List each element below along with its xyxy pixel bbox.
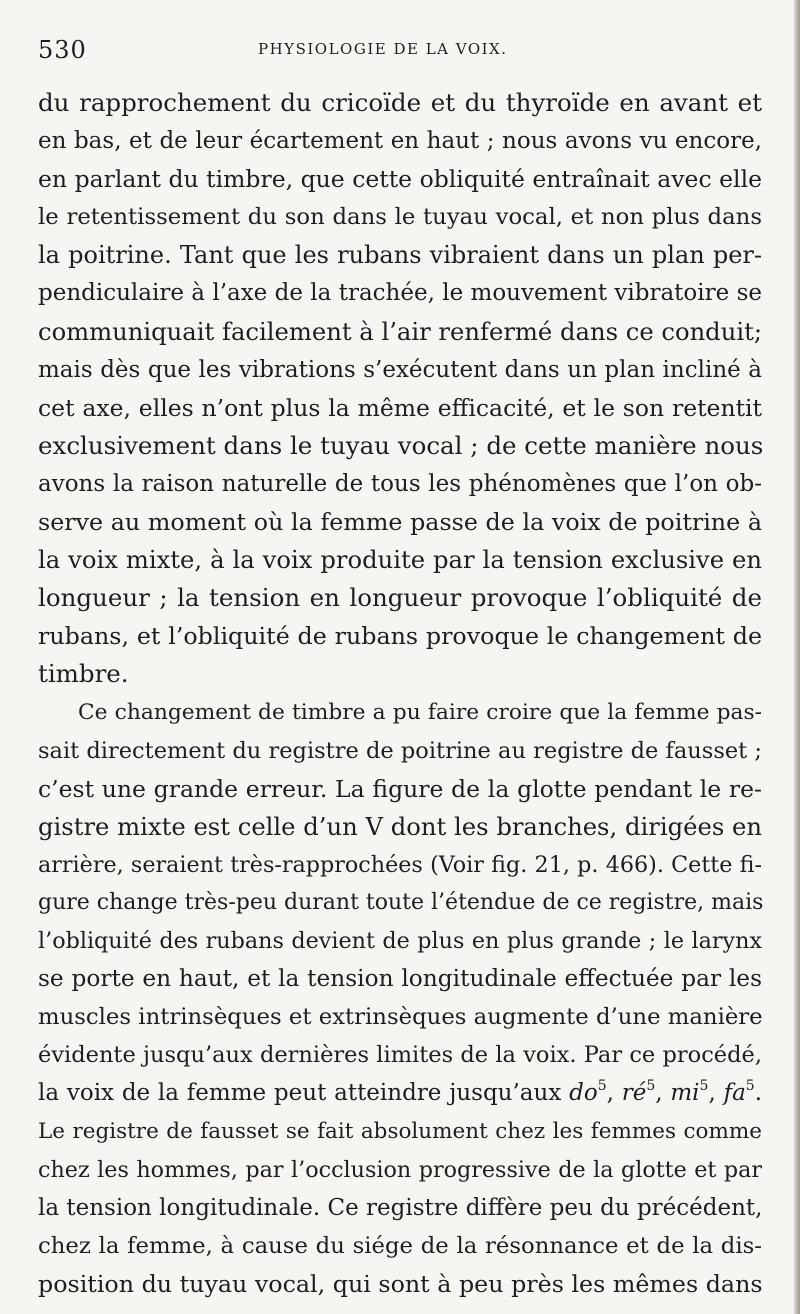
running-head xyxy=(38,36,758,70)
separator: , xyxy=(655,1080,671,1107)
text-line: timbre. xyxy=(38,659,129,689)
line-text: la voix de la femme peut atteindre jusqu’aux xyxy=(38,1080,562,1107)
text-line: exclusivement dans le tuyau vocal ; de cette manière nous xyxy=(38,430,764,460)
text-line: du rapprochement du cricoïde et du thyroïde en avant et xyxy=(38,88,762,117)
text-line: en parlant du timbre, que cette obliquité entraînait avec elle xyxy=(38,165,762,194)
text-line: se porte en haut, et la tension longitudinale effectuée par les xyxy=(38,965,762,993)
text-line: gure change très-peu durant toute l’étendue de ce registre, mais xyxy=(38,889,764,915)
text-line: sait directement du registre de poitrine au registre de fausset ; xyxy=(38,737,762,764)
separator: , xyxy=(606,1080,622,1107)
text-line: la tension longitudinale. Ce registre diffère peu du précédent, xyxy=(38,1194,763,1221)
text-line: longueur ; la tension en longueur provoque l’obliquité de xyxy=(38,583,762,613)
text-line: arrière, seraient très-rapprochées (Voir fig. 21, p. 466). Cette fi- xyxy=(38,851,762,878)
text-line: position du tuyau vocal, qui sont à peu près les mêmes dans xyxy=(38,1269,763,1298)
text-line: c’est une grande erreur. La figure de la glotte pendant le re- xyxy=(38,774,762,803)
note-mi: mi xyxy=(670,1080,700,1107)
text-line: cet axe, elles n’ont plus la même efficacité, et le son retentit xyxy=(38,393,762,422)
octave-superscript: 5 xyxy=(745,1078,755,1095)
text-line-with-notes xyxy=(38,1074,762,1112)
text-line: évidente jusqu’aux dernières limites de la voix. Par ce procédé, xyxy=(38,1042,762,1069)
running-title: PHYSIOLOGIE DE LA VOIX. xyxy=(258,40,508,58)
page-edge-shadow xyxy=(794,0,800,1314)
line-end-period: . xyxy=(754,1080,763,1107)
text-line: serve au moment où la femme passe de la voix de poitrine à xyxy=(38,508,762,537)
body-text xyxy=(38,84,762,1303)
text-line: le retentissement du son dans le tuyau vocal, et non plus dans xyxy=(38,204,762,231)
note-fa: fa xyxy=(723,1080,746,1107)
text-line: la poitrine. Tant que les rubans vibraient dans un plan per- xyxy=(38,241,762,270)
paragraph-first-line: Ce changement de timbre a pu faire croire que la femme pas- xyxy=(78,699,762,725)
octave-superscript: 5 xyxy=(699,1078,709,1095)
text-line: la voix mixte, à la voix produite par la tension exclusive en xyxy=(38,545,762,575)
text-line: avons la raison naturelle de tous les phénomènes que l’on ob- xyxy=(38,470,762,497)
text-line: en bas, et de leur écartement en haut ; nous avons vu encore, xyxy=(38,128,762,155)
separator: , xyxy=(708,1080,724,1107)
note-do: do xyxy=(569,1080,598,1107)
page-number: 530 xyxy=(38,36,87,64)
text-line: chez les hommes, par l’occlusion progressive de la glotte et par xyxy=(38,1156,762,1183)
note-re: ré xyxy=(621,1080,647,1107)
text-line: mais dès que les vibrations s’exécutent dans un plan incliné à xyxy=(38,356,762,383)
text-line: communiquait facilement à l’air renfermé dans ce conduit; xyxy=(38,316,762,346)
text-line: pendiculaire à l’axe de la trachée, le mouvement vibratoire se xyxy=(38,280,762,307)
text-line: gistre mixte est celle d’un V dont les branches, dirigées en xyxy=(38,811,762,841)
text-line: chez la femme, à cause du siége de la résonnance et de la dis- xyxy=(38,1232,762,1259)
octave-superscript: 5 xyxy=(597,1078,607,1095)
text-line: l’obliquité des rubans devient de plus en plus grande ; le larynx xyxy=(38,928,762,955)
text-line: rubans, et l’obliquité de rubans provoque le changement de xyxy=(38,622,762,651)
octave-superscript: 5 xyxy=(646,1078,656,1095)
text-line: Le registre de fausset se fait absolument chez les femmes comme xyxy=(38,1118,762,1144)
text-line: muscles intrinsèques et extrinsèques augmente d’une manière xyxy=(38,1004,763,1031)
